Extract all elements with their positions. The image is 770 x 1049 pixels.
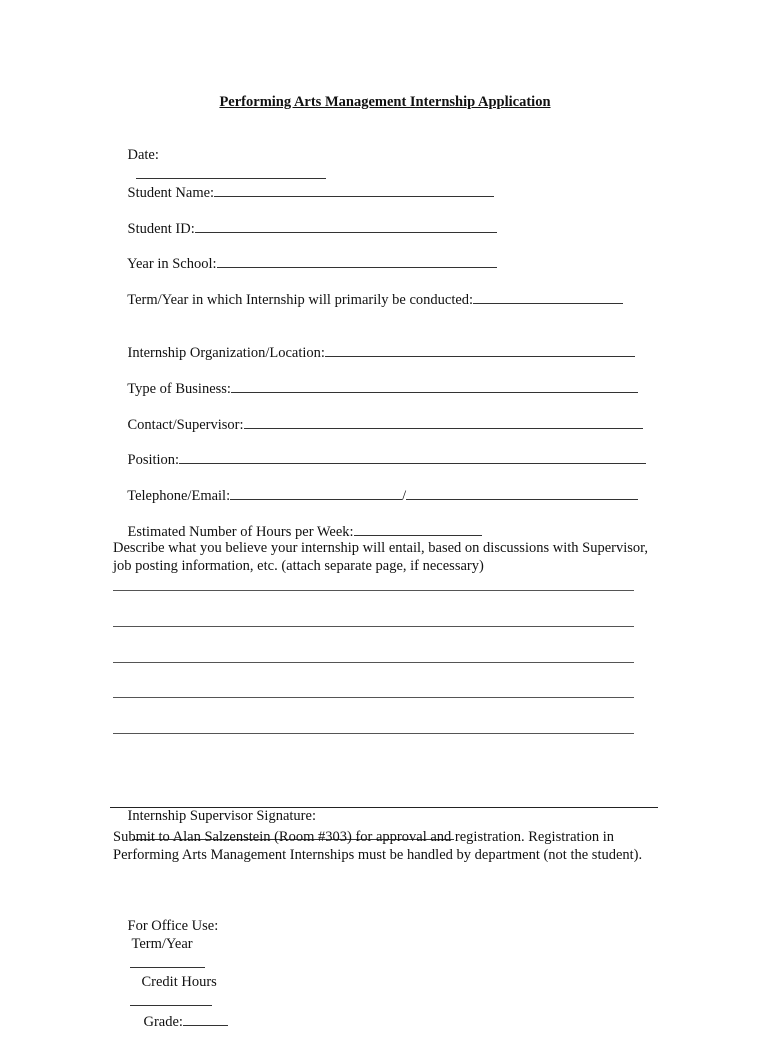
organization-label: Internship Organization/Location: [127, 345, 325, 361]
signature-label: Internship Supervisor Signature: [127, 808, 316, 824]
office-term-year-label: Term/Year [131, 936, 193, 952]
telephone-email-label: Telephone/Email: [127, 488, 231, 504]
describe-prompt: Describe what you believe your internship will entail, based on discussions with Supervisor, job posting information, etc. (attach separate page, if necessary) [113, 540, 649, 574]
business-type-field[interactable] [231, 378, 638, 393]
student-id-label: Student ID: [127, 221, 195, 237]
office-use-row [113, 899, 228, 1049]
student-id-field[interactable] [195, 218, 497, 233]
contact-label: Contact/Supervisor: [127, 417, 244, 433]
office-term-year-field[interactable] [130, 953, 205, 968]
telephone-email-separator: / [402, 488, 407, 504]
describe-line[interactable] [113, 626, 634, 627]
organization-field[interactable] [325, 342, 635, 357]
office-use-label: For Office Use: [127, 918, 219, 934]
term-year-field[interactable] [473, 289, 623, 304]
hours-label: Estimated Number of Hours per Week: [127, 524, 354, 540]
year-in-school-label: Year in School: [126, 256, 217, 272]
business-type-label: Type of Business: [127, 381, 231, 397]
date-label: Date: [127, 147, 159, 163]
submit-note: Submit to Alan Salzenstein (Room #303) for approval and registration. Registration in Performing Arts Management Internships must be handled by department (not the student). [113, 829, 643, 863]
form-title: Performing Arts Management Internship Application [219, 94, 551, 110]
office-credit-hours-field[interactable] [130, 991, 212, 1006]
year-in-school-field[interactable] [217, 253, 497, 268]
describe-line[interactable] [113, 733, 634, 734]
describe-line[interactable] [113, 662, 634, 663]
contact-field[interactable] [244, 414, 643, 429]
position-label: Position: [127, 452, 180, 468]
telephone-field[interactable] [230, 485, 402, 500]
describe-line[interactable] [113, 590, 634, 591]
office-grade-label: Grade: [143, 1014, 183, 1030]
student-name-field[interactable] [214, 182, 494, 197]
term-year-row [113, 271, 623, 327]
hours-field[interactable] [354, 521, 482, 536]
describe-line[interactable] [113, 697, 634, 698]
office-credit-hours-label: Credit Hours [141, 974, 217, 990]
term-year-label: Term/Year in which Internship will primarily be conducted: [127, 292, 474, 308]
email-field[interactable] [406, 485, 638, 500]
student-name-label: Student Name: [127, 185, 215, 201]
signature-divider [110, 807, 658, 808]
position-field[interactable] [179, 449, 646, 464]
